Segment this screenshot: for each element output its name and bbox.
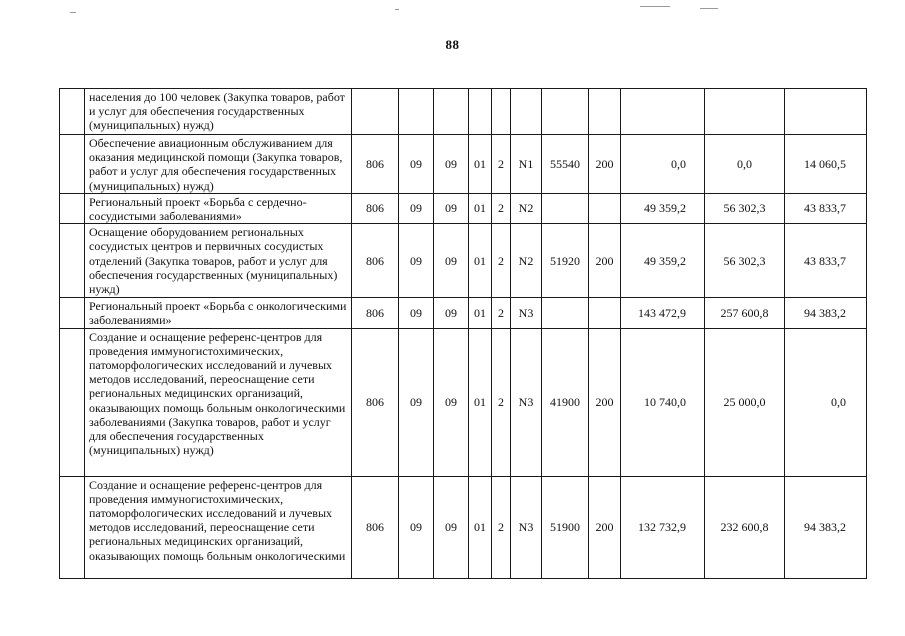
section-cell: 09 xyxy=(399,193,434,223)
table-row xyxy=(60,476,867,578)
expense-code-cell xyxy=(542,193,589,223)
expense-type-cell xyxy=(589,193,621,223)
row-number-cell xyxy=(60,193,85,223)
amount-year3-cell: 0,0 xyxy=(785,328,867,476)
expense-type-cell xyxy=(589,89,621,135)
table-row xyxy=(60,89,867,135)
subsection-cell: 09 xyxy=(434,476,469,578)
table-row xyxy=(60,328,867,476)
program-cell: 01 xyxy=(469,328,492,476)
amount-year1-cell: 49 359,2 xyxy=(621,224,705,298)
section-cell: 09 xyxy=(399,298,434,328)
expense-code-cell: 51920 xyxy=(542,224,589,298)
project-code-cell: N2 xyxy=(511,224,542,298)
subsection-cell: 09 xyxy=(434,224,469,298)
expense-type-cell xyxy=(589,298,621,328)
amount-year3-cell: 43 833,7 xyxy=(785,224,867,298)
expense-type-cell: 200 xyxy=(589,135,621,194)
table-row xyxy=(60,298,867,328)
subsection-cell: 09 xyxy=(434,135,469,194)
program-cell: 01 xyxy=(469,476,492,578)
amount-year3-cell: 94 383,2 xyxy=(785,476,867,578)
program-cell: 01 xyxy=(469,193,492,223)
amount-year2-cell: 56 302,3 xyxy=(705,193,785,223)
project-code-cell: N1 xyxy=(511,135,542,194)
amount-year3-cell xyxy=(785,89,867,135)
scan-speck xyxy=(395,9,399,10)
table-row xyxy=(60,224,867,298)
scan-speck xyxy=(640,6,670,7)
table-row xyxy=(60,193,867,223)
section-cell xyxy=(399,89,434,135)
section-cell: 09 xyxy=(399,476,434,578)
scan-speck xyxy=(70,12,76,13)
expense-code-cell: 55540 xyxy=(542,135,589,194)
admin-code-cell: 806 xyxy=(352,328,399,476)
expense-type-cell: 200 xyxy=(589,328,621,476)
row-number-cell xyxy=(60,89,85,135)
amount-year1-cell: 0,0 xyxy=(621,135,705,194)
amount-year3-cell: 14 060,5 xyxy=(785,135,867,194)
admin-code-cell xyxy=(352,89,399,135)
expense-code-cell: 51900 xyxy=(542,476,589,578)
project-code-cell xyxy=(511,89,542,135)
project-code-cell: N2 xyxy=(511,193,542,223)
section-cell: 09 xyxy=(399,224,434,298)
program-cell: 01 xyxy=(469,224,492,298)
subprogram-cell: 2 xyxy=(492,135,511,194)
subsection-cell: 09 xyxy=(434,298,469,328)
row-number-cell xyxy=(60,135,85,194)
amount-year1-cell: 10 740,0 xyxy=(621,328,705,476)
subprogram-cell: 2 xyxy=(492,193,511,223)
amount-year1-cell xyxy=(621,89,705,135)
description-cell: Создание и оснащение референс-центров для проведения иммуногистохимических, патоморфологических исследований и лучевых методов исследований, переоснащение сети региональных медицинских организаций, оказывающих помощь больным онкологическими xyxy=(85,476,352,578)
amount-year3-cell: 94 383,2 xyxy=(785,298,867,328)
subprogram-cell xyxy=(492,89,511,135)
row-number-cell xyxy=(60,298,85,328)
project-code-cell: N3 xyxy=(511,328,542,476)
expense-code-cell xyxy=(542,298,589,328)
row-number-cell xyxy=(60,476,85,578)
admin-code-cell: 806 xyxy=(352,476,399,578)
row-number-cell xyxy=(60,328,85,476)
admin-code-cell: 806 xyxy=(352,193,399,223)
subprogram-cell: 2 xyxy=(492,298,511,328)
subprogram-cell: 2 xyxy=(492,328,511,476)
description-cell: Создание и оснащение референс-центров для проведения иммуногистохимических, патоморфологических исследований и лучевых методов исследований, переоснащение сети региональных медицинских организаций, оказывающих помощь больным онкологическими заболеваниями (Закупка товаров, работ и услуг для обеспечения государственных (муниципальных) нужд) xyxy=(85,328,352,476)
budget-table xyxy=(59,88,867,579)
admin-code-cell: 806 xyxy=(352,298,399,328)
amount-year2-cell: 25 000,0 xyxy=(705,328,785,476)
subsection-cell: 09 xyxy=(434,328,469,476)
expense-code-cell xyxy=(542,89,589,135)
amount-year1-cell: 132 732,9 xyxy=(621,476,705,578)
section-cell: 09 xyxy=(399,135,434,194)
description-cell: Региональный проект «Борьба с сердечно-сосудистыми заболеваниями» xyxy=(85,193,352,223)
project-code-cell: N3 xyxy=(511,476,542,578)
subprogram-cell: 2 xyxy=(492,476,511,578)
expense-type-cell: 200 xyxy=(589,224,621,298)
amount-year2-cell: 232 600,8 xyxy=(705,476,785,578)
scan-speck xyxy=(700,8,718,9)
subsection-cell: 09 xyxy=(434,193,469,223)
page-number: 88 xyxy=(445,37,460,52)
program-cell: 01 xyxy=(469,135,492,194)
row-number-cell xyxy=(60,224,85,298)
expense-type-cell: 200 xyxy=(589,476,621,578)
admin-code-cell: 806 xyxy=(352,224,399,298)
project-code-cell: N3 xyxy=(511,298,542,328)
amount-year2-cell: 0,0 xyxy=(705,135,785,194)
subprogram-cell: 2 xyxy=(492,224,511,298)
subsection-cell xyxy=(434,89,469,135)
description-cell: Оснащение оборудованием региональных сосудистых центров и первичных сосудистых отделений (Закупка товаров, работ и услуг для обеспечения государственных (муниципальных) нужд) xyxy=(85,224,352,298)
description-cell: Региональный проект «Борьба с онкологическими заболеваниями» xyxy=(85,298,352,328)
admin-code-cell: 806 xyxy=(352,135,399,194)
program-cell: 01 xyxy=(469,298,492,328)
description-cell: населения до 100 человек (Закупка товаров, работ и услуг для обеспечения государственных (муниципальных) нужд) xyxy=(85,89,352,135)
amount-year2-cell xyxy=(705,89,785,135)
amount-year1-cell: 143 472,9 xyxy=(621,298,705,328)
program-cell xyxy=(469,89,492,135)
description-cell: Обеспечение авиационным обслуживанием для оказания медицинской помощи (Закупка товаров, работ и услуг для обеспечения государственных (муниципальных) нужд) xyxy=(85,135,352,194)
amount-year2-cell: 257 600,8 xyxy=(705,298,785,328)
amount-year2-cell: 56 302,3 xyxy=(705,224,785,298)
table-row xyxy=(60,135,867,194)
section-cell: 09 xyxy=(399,328,434,476)
expense-code-cell: 41900 xyxy=(542,328,589,476)
amount-year3-cell: 43 833,7 xyxy=(785,193,867,223)
amount-year1-cell: 49 359,2 xyxy=(621,193,705,223)
